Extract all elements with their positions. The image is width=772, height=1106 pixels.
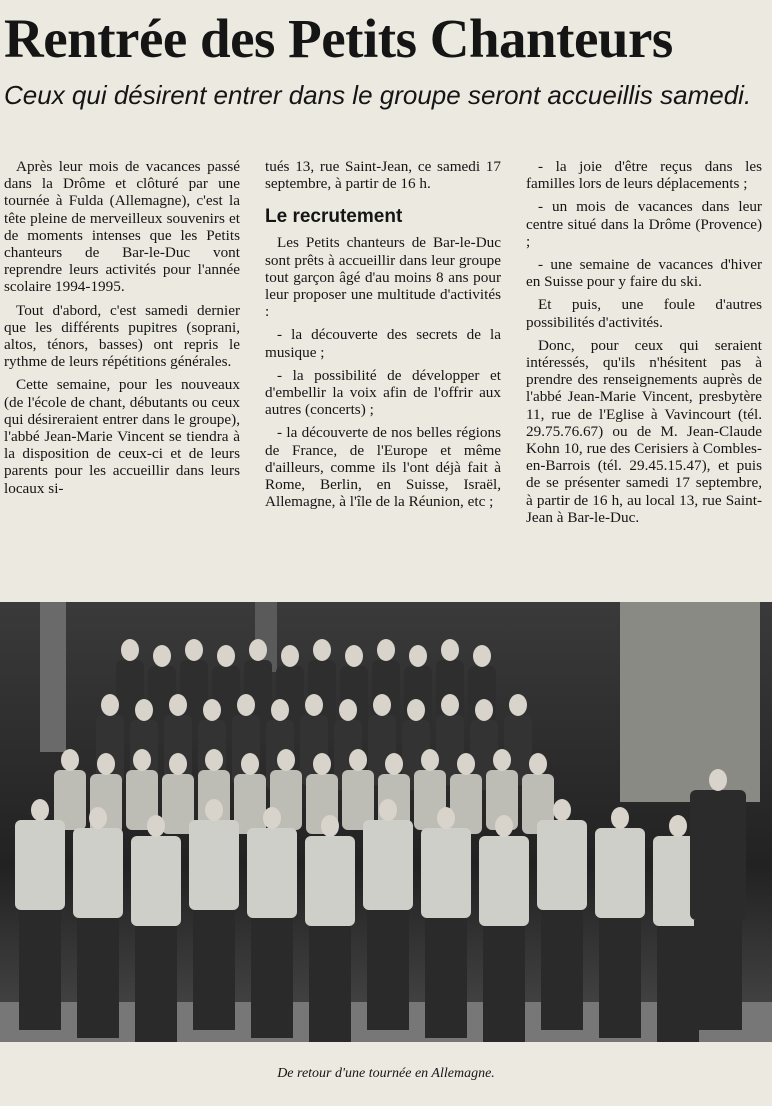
photo-caption: De retour d'une tournée en Allemagne.: [277, 1066, 495, 1081]
choir-member-head: [249, 639, 267, 661]
choir-member-head: [305, 694, 323, 716]
choir-member-head: [437, 807, 455, 829]
choir-member-body: [690, 790, 746, 920]
choir-member-head: [89, 807, 107, 829]
choir-member-head: [349, 749, 367, 771]
choir-member-head: [385, 753, 403, 775]
choir-member-head: [135, 699, 153, 721]
choir-member-head: [345, 645, 363, 667]
choir-member-head: [185, 639, 203, 661]
choir-member-body: [15, 820, 65, 910]
article-column-2: [265, 158, 501, 510]
choir-member-head: [509, 694, 527, 716]
choir-member-head: [101, 694, 119, 716]
choir-member-head: [457, 753, 475, 775]
choir-member-head: [321, 815, 339, 837]
choir-member-head: [281, 645, 299, 667]
choir-member-head: [407, 699, 425, 721]
choir-member-legs: [135, 926, 177, 1042]
choir-member-head: [277, 749, 295, 771]
choir-member-body: [421, 828, 471, 918]
choir-member-head: [263, 807, 281, 829]
choir-member-head: [473, 645, 491, 667]
paragraph: Après leur mois de vacances passé dans la Drôme et clôturé par une tournée à Fulda (Allemagne), c'est la tête pleine de merveilleux souvenirs et de moments intenses que les Petits chanteurs de Bar-le-Duc vont reprendre leurs activités pour l'année scolaire 1994-1995.: [4, 158, 240, 296]
choir-member-head: [217, 645, 235, 667]
choir-member-legs: [694, 920, 742, 1030]
choir-member-body: [450, 774, 482, 834]
paragraph: Donc, pour ceux qui seraient intéressés, qu'ils n'hésitent pas à prendre des renseignements auprès de l'abbé Jean-Marie Vincent, presbytère 11, rue de l'Eglise à Vavincourt (tél. 29.75.76.67) ou de M. Jean-Claude Kohn 10, rue des Cerisiers à Combles-en-Barrois (tél. 29.45.15.47), et puis de se présenter samedi 17 septembre, à partir de 16 h, au local 13, rue Saint-Jean à Bar-le-Duc.: [526, 336, 762, 526]
choir-member-legs: [309, 926, 351, 1042]
paragraph: tués 13, rue Saint-Jean, ce samedi 17 septembre, à partir de 16 h.: [265, 158, 501, 193]
choir-member-head: [169, 753, 187, 775]
choir-member-legs: [251, 918, 293, 1038]
choir-member-body: [363, 820, 413, 910]
choir-member-head: [169, 694, 187, 716]
list-item: - une semaine de vacances d'hiver en Suisse pour y faire du ski.: [526, 256, 762, 291]
choir-member-head: [313, 639, 331, 661]
choir-member-head: [377, 639, 395, 661]
choir-member-legs: [483, 926, 525, 1042]
choir-member-head: [373, 694, 391, 716]
choir-member-head: [409, 645, 427, 667]
choir-member-legs: [367, 910, 409, 1030]
choir-member-head: [97, 753, 115, 775]
paragraph: Tout d'abord, c'est samedi dernier que les différents pupitres (soprani, altos, ténors, basses) ont repris le rythme de leurs répétitions générales.: [4, 301, 240, 371]
headline: Rentrée des Petits Chanteurs: [4, 8, 673, 69]
list-item: - la joie d'être reçus dans les familles lors de leurs déplacements ;: [526, 158, 762, 193]
list-item: - un mois de vacances dans leur centre situé dans la Drôme (Provence) ;: [526, 198, 762, 250]
article-column-1: [4, 158, 240, 497]
choir-member-head: [313, 753, 331, 775]
list-item: - la possibilité de développer et d'embellir la voix afin de l'offrir aux autres (concerts) ;: [265, 366, 501, 419]
choir-member-head: [203, 699, 221, 721]
choir-photo-illustration: [0, 602, 772, 1042]
paragraph: Et puis, une foule d'autres possibilités d'activités.: [526, 296, 762, 331]
choir-member-body: [247, 828, 297, 918]
choir-member-head: [153, 645, 171, 667]
choir-member-body: [189, 820, 239, 910]
choir-member-head: [441, 639, 459, 661]
section-heading: Le recrutement: [265, 206, 403, 228]
choir-member-legs: [541, 910, 583, 1030]
choir-member-head: [475, 699, 493, 721]
choir-member-body: [595, 828, 645, 918]
choir-member-head: [205, 799, 223, 821]
choir-member-body: [131, 836, 181, 926]
list-item: - la découverte des secrets de la musique ;: [265, 326, 501, 361]
subheadline: Ceux qui désirent entrer dans le groupe seront accueillis samedi.: [4, 80, 752, 110]
choir-member-head: [133, 749, 151, 771]
choir-member-head: [121, 639, 139, 661]
choir-member-body: [73, 828, 123, 918]
choir-member-legs: [193, 910, 235, 1030]
choir-member-head: [61, 749, 79, 771]
choir-member-head: [421, 749, 439, 771]
choir-member-head: [241, 753, 259, 775]
choir-member-head: [271, 699, 289, 721]
choir-member-head: [553, 799, 571, 821]
choir-photo: [0, 602, 772, 1042]
paragraph: Les Petits chanteurs de Bar-le-Duc sont prêts à accueillir dans leur groupe tout garçon âgé d'au moins 8 ans pour leur proposer une multitude d'activités :: [265, 234, 501, 321]
choir-member-head: [339, 699, 357, 721]
choir-member-head: [669, 815, 687, 837]
choir-member-body: [537, 820, 587, 910]
choir-member-head: [31, 799, 49, 821]
choir-member-legs: [19, 910, 61, 1030]
choir-member-body: [305, 836, 355, 926]
choir-member-legs: [599, 918, 641, 1038]
choir-member-head: [529, 753, 547, 775]
choir-member-head: [147, 815, 165, 837]
choir-member-head: [441, 694, 459, 716]
choir-member-legs: [657, 926, 699, 1042]
choir-member-head: [495, 815, 513, 837]
choir-member-head: [205, 749, 223, 771]
choir-member-legs: [77, 918, 119, 1038]
choir-member-head: [493, 749, 511, 771]
article-column-3: [526, 158, 762, 526]
paragraph: Cette semaine, pour les nouveaux (de l'école de chant, débutants ou ceux qui désireraient entrer dans le groupe), l'abbé Jean-Marie Vincent se tiendra à la disposition de ceux-ci et de leurs parents pour les accueillir dans leurs locaux si-: [4, 376, 240, 497]
list-item: - la découverte de nos belles régions de France, de l'Europe et même d'ailleurs, comme ils l'ont déjà fait à Rome, Berlin, en Suisse, Israël, Allemagne, à l'île de la Réunion, etc ;: [265, 424, 501, 511]
choir-member-head: [379, 799, 397, 821]
choir-member-head: [611, 807, 629, 829]
choir-member-head: [709, 769, 727, 791]
choir-member-head: [237, 694, 255, 716]
choir-member-body: [479, 836, 529, 926]
choir-member-legs: [425, 918, 467, 1038]
